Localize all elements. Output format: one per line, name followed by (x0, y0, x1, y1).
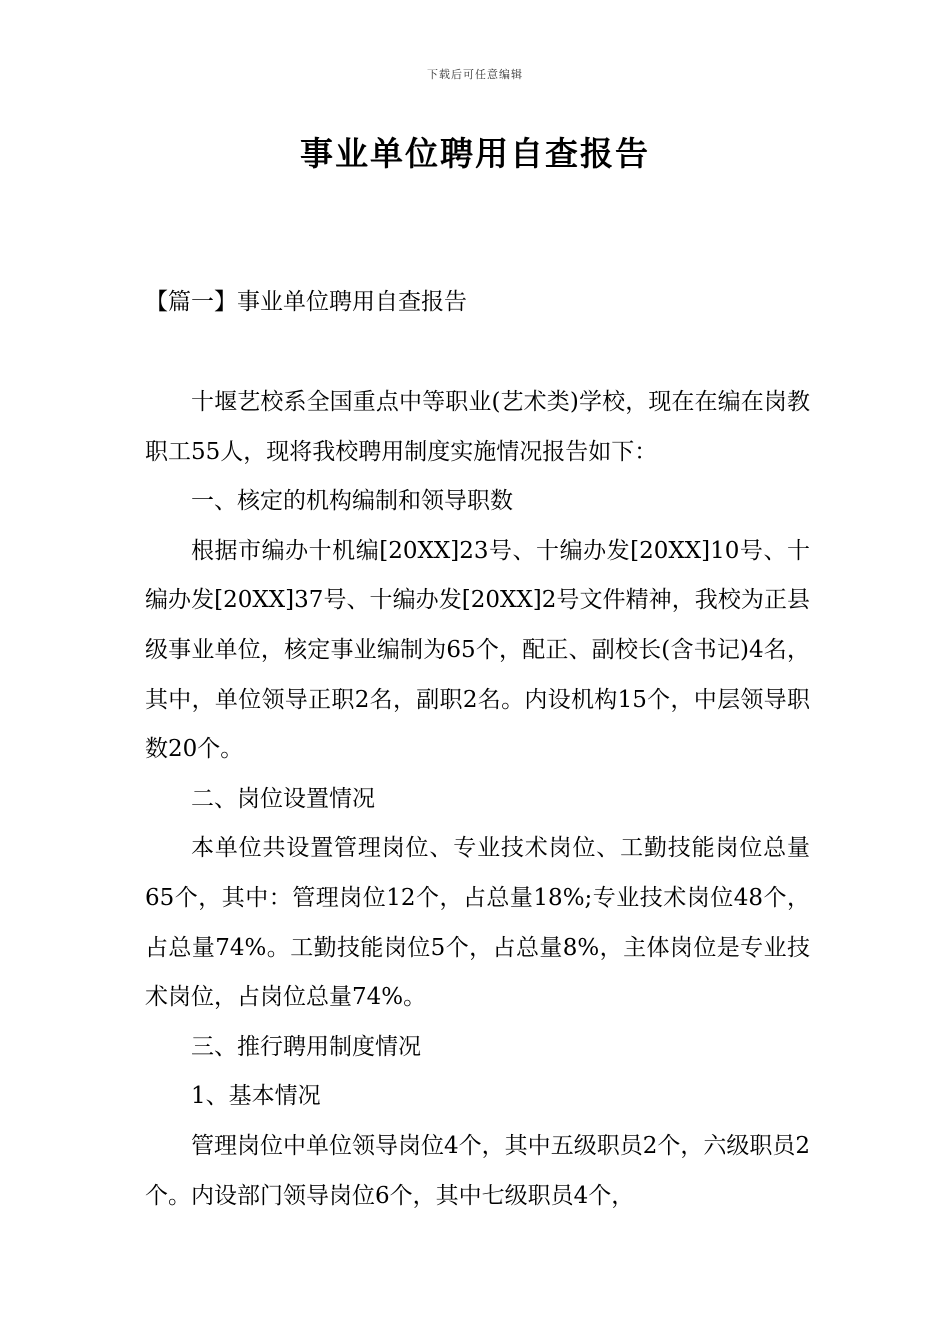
paragraph-positions: 本单位共设置管理岗位、专业技术岗位、工勤技能岗位总量65个，其中：管理岗位12个，占总量18%;专业技术岗位48个，占总量74%。工勤技能岗位5个，占总量8%，主体岗位是专业技术岗位，占岗位总量74%。 (145, 835, 810, 1011)
paragraph-staffing: 根据市编办十机编[20XX]23号、十编办发[20XX]10号、十编办发[20XX]37号、十编办发[20XX]2号文件精神，我校为正县级事业单位，核定事业编制为65个，配正、副校长(含书记)4名，其中，单位领导正职2名，副职2名。内设机构15个，中层领导职数20个。 (145, 537, 810, 763)
header-note: 下载后可任意编辑 (427, 68, 523, 81)
subheading-basic-situation: 1、基本情况 (191, 1083, 321, 1110)
document-body (145, 378, 810, 1221)
section-heading: 【篇一】事业单位聘用自查报告 (145, 289, 467, 315)
heading-staffing: 一、核定的机构编制和领导职数 (191, 488, 513, 515)
heading-positions: 二、岗位设置情况 (191, 785, 375, 812)
paragraph-intro: 十堰艺校系全国重点中等职业(艺术类)学校，现在在编在岗教职工55人，现将我校聘用制度实施情况报告如下： (145, 389, 810, 465)
paragraph-basic-situation: 管理岗位中单位领导岗位4个，其中五级职员2个，六级职员2个。内设部门领导岗位6个，其中七级职员4个， (145, 1132, 810, 1209)
heading-employment-system: 三、推行聘用制度情况 (191, 1033, 421, 1060)
document-title: 事业单位聘用自查报告 (300, 134, 650, 173)
